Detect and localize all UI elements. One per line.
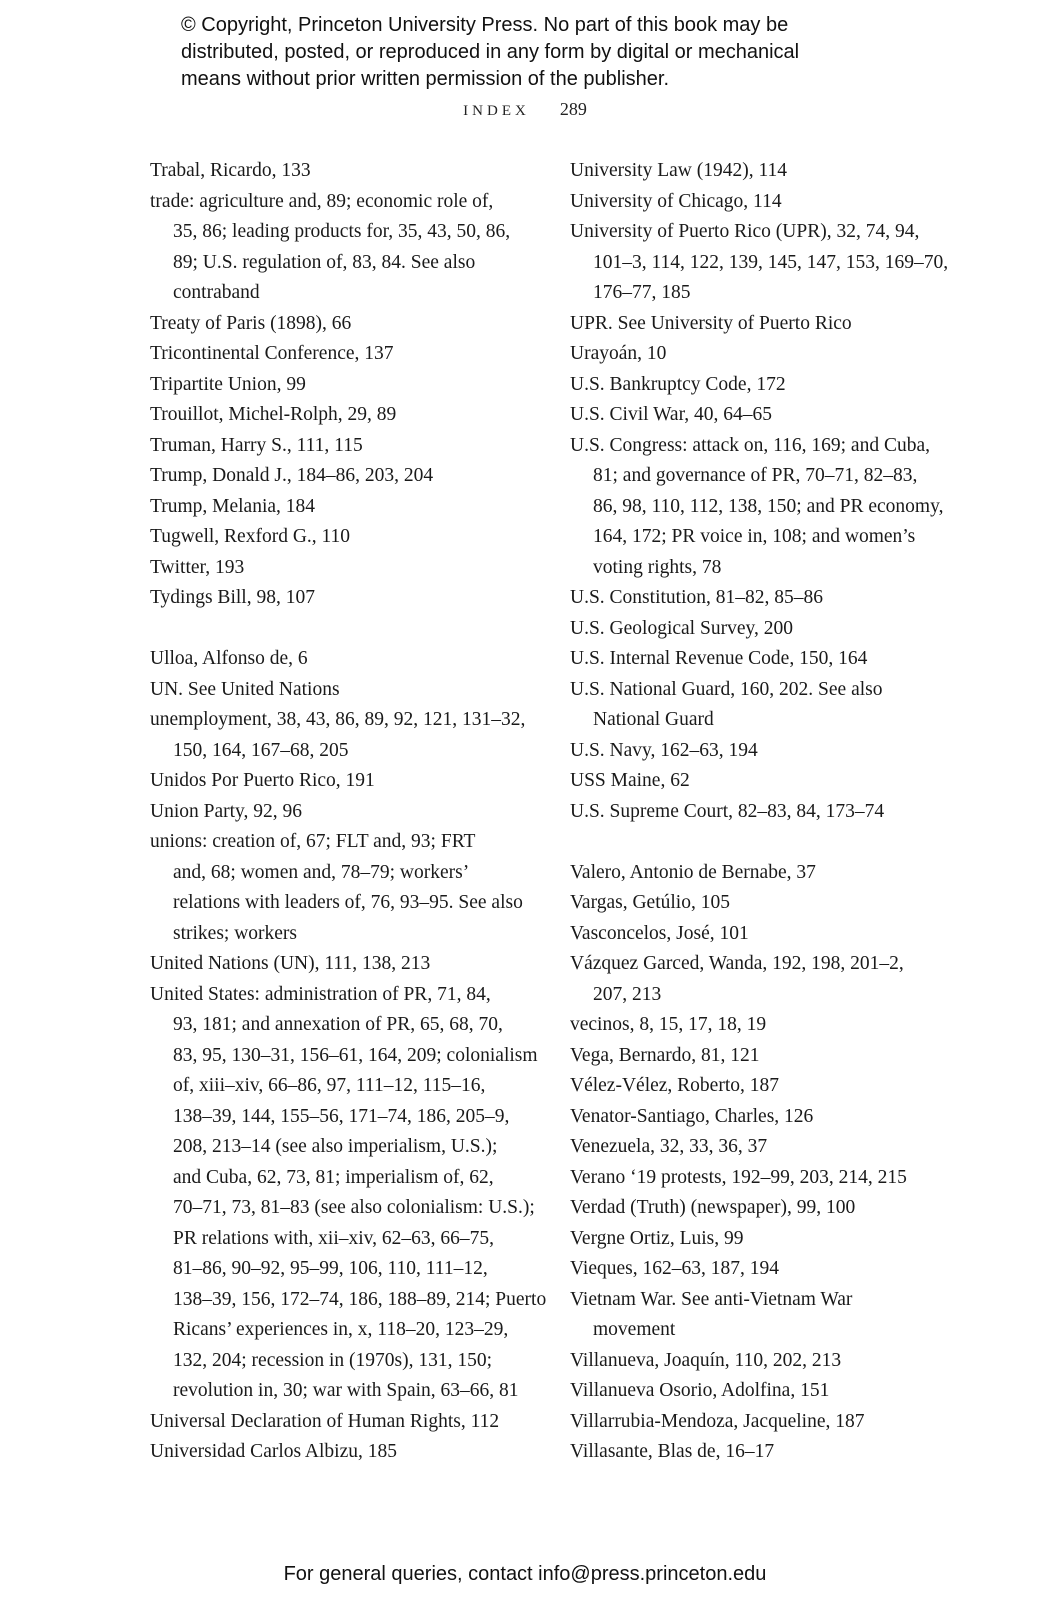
index-entry-continuation: National Guard xyxy=(593,709,714,730)
running-head xyxy=(0,99,1050,120)
index-entry xyxy=(150,461,535,492)
index-entry-line: United Nations (UN), 111, 138, 213 xyxy=(150,953,431,974)
index-entry-line: U.S. National Guard, 160, 202. See also xyxy=(570,678,883,700)
index-entry-line: U.S. Civil War, 40, 64–65 xyxy=(570,404,773,425)
index-entry xyxy=(150,766,535,797)
index-entry-line: Valero, Antonio de Bernabe, 37 xyxy=(570,861,816,883)
index-entry-continuation: 207, 213 xyxy=(593,983,662,1005)
index-entry xyxy=(570,400,965,431)
index-entry-line: United States: administration of PR, 71, 84, xyxy=(150,983,491,1005)
index-entry xyxy=(150,492,535,523)
index-entry-continuation: revolution in, 30; war with Spain, 63–66, 81 xyxy=(173,1380,519,1401)
index-entry-continuation: 150, 164, 167–68, 205 xyxy=(173,739,349,761)
index-entry-line: Venator-Santiago, Charles, 126 xyxy=(570,1105,814,1127)
index-entry xyxy=(150,1437,535,1468)
index-entry-line: Tydings Bill, 98, 107 xyxy=(150,587,315,608)
index-entry xyxy=(570,1010,965,1041)
index-entry-line: U.S. Constitution, 81–82, 85–86 xyxy=(570,587,823,608)
index-entry-line: Unidos Por Puerto Rico, 191 xyxy=(150,770,375,791)
index-entry-continuation: 132, 204; recession in (1970s), 131, 150; xyxy=(173,1349,493,1371)
index-entry-continuation: movement xyxy=(593,1319,676,1340)
page-number: 289 xyxy=(559,99,587,119)
index-entry xyxy=(150,644,535,675)
index-entry xyxy=(570,858,965,889)
index-entry xyxy=(570,1437,965,1468)
index-entry xyxy=(570,919,965,950)
index-entry-line: vecinos, 8, 15, 17, 18, 19 xyxy=(570,1014,767,1035)
index-entry xyxy=(570,949,965,1010)
index-entry-line: Truman, Harry S., 111, 115 xyxy=(150,434,363,456)
index-entry-line: Vélez-Vélez, Roberto, 187 xyxy=(570,1075,779,1096)
index-entry-line: Trump, Donald J., 184–86, 203, 204 xyxy=(150,465,434,486)
index-entry-line: Vasconcelos, José, 101 xyxy=(570,922,749,944)
index-entry xyxy=(570,217,965,309)
index-entry xyxy=(570,1346,965,1377)
index-entry-continuation: voting rights, 78 xyxy=(593,556,722,578)
index-entry-line: Vega, Bernardo, 81, 121 xyxy=(570,1044,760,1066)
index-entry-line: Tripartite Union, 99 xyxy=(150,373,306,395)
index-entry-line: Treaty of Paris (1898), 66 xyxy=(150,312,352,334)
index-entry-continuation: strikes; workers xyxy=(173,922,298,944)
index-entry-line: Union Party, 92, 96 xyxy=(150,800,303,822)
index-entry xyxy=(570,339,965,370)
index-entry-continuation: 89; U.S. regulation of, 83, 84. See also xyxy=(173,251,476,273)
index-entry-line: UPR. See University of Puerto Rico xyxy=(570,312,852,334)
index-entry-line: Universal Declaration of Human Rights, 112 xyxy=(150,1410,500,1432)
index-entry-line: Villarrubia-Mendoza, Jacqueline, 187 xyxy=(570,1410,865,1432)
index-entry xyxy=(570,431,965,584)
index-entry-line: Verdad (Truth) (newspaper), 99, 100 xyxy=(570,1197,856,1218)
copyright-line: distributed, posted, or reproduced in any form by digital or mechanical xyxy=(181,41,800,63)
running-head-label: INDEX xyxy=(463,103,530,119)
index-entry-line: unions: creation of, 67; FLT and, 93; FRT xyxy=(150,831,476,852)
index-entry xyxy=(570,675,965,736)
index-entry-line: unemployment, 38, 43, 86, 89, 92, 121, 131–32, xyxy=(150,709,526,730)
index-entry xyxy=(150,675,535,706)
index-entry-continuation: 101–3, 114, 122, 139, 145, 147, 153, 169–70, xyxy=(593,251,949,273)
index-entry xyxy=(570,1132,965,1163)
index-entry-line: Urayoán, 10 xyxy=(570,343,667,364)
index-entry-continuation: 93, 181; and annexation of PR, 65, 68, 70, xyxy=(173,1014,503,1035)
index-left-column xyxy=(150,156,547,1468)
index-entry xyxy=(570,1254,965,1285)
index-entry xyxy=(150,370,535,401)
index-entry xyxy=(570,370,965,401)
index-entry-line: University of Puerto Rico (UPR), 32, 74, 94, xyxy=(570,221,920,242)
letter-section-gap xyxy=(150,614,535,645)
index-entry-continuation: and Cuba, 62, 73, 81; imperialism of, 62, xyxy=(173,1166,494,1188)
index-entry-continuation: 138–39, 144, 155–56, 171–74, 186, 205–9, xyxy=(173,1105,510,1127)
copyright-line: means without prior written permission of the publisher. xyxy=(181,68,670,90)
index-entry xyxy=(150,980,547,1407)
index-entry-line: U.S. Geological Survey, 200 xyxy=(570,617,793,639)
index-entry xyxy=(570,1224,965,1255)
index-entry-continuation: Ricans’ experiences in, x, 118–20, 123–29, xyxy=(173,1319,509,1340)
index-entry-line: Tugwell, Rexford G., 110 xyxy=(150,526,351,547)
index-entry xyxy=(150,1407,535,1438)
index-entry-line: Vietnam War. See anti-Vietnam War xyxy=(570,1288,853,1310)
index-entry-line: Trabal, Ricardo, 133 xyxy=(150,160,311,181)
index-entry-continuation: relations with leaders of, 76, 93–95. See also xyxy=(173,892,523,913)
index-entry xyxy=(570,583,965,614)
index-entry xyxy=(570,1376,965,1407)
copyright-notice xyxy=(181,12,981,93)
index-entry-line: Venezuela, 32, 33, 36, 37 xyxy=(570,1136,768,1157)
index-entry-continuation: 81–86, 90–92, 95–99, 106, 110, 111–12, xyxy=(173,1258,488,1279)
index-entry-continuation: 164, 172; PR voice in, 108; and women’s xyxy=(593,526,916,547)
index-entry xyxy=(150,187,535,309)
index-entry-line: U.S. Navy, 162–63, 194 xyxy=(570,739,758,761)
letter-section-gap xyxy=(570,827,965,858)
copyright-line: © Copyright, Princeton University Press. No part of this book may be xyxy=(181,14,789,36)
index-entry-continuation: 138–39, 156, 172–74, 186, 188–89, 214; Puerto xyxy=(173,1288,547,1310)
index-entry-line: Verano ‘19 protests, 192–99, 203, 214, 215 xyxy=(570,1166,907,1188)
index-entry xyxy=(570,1285,965,1346)
index-entry xyxy=(150,339,535,370)
index-entry xyxy=(570,1407,965,1438)
index-entry-line: U.S. Internal Revenue Code, 150, 164 xyxy=(570,648,868,669)
index-entry xyxy=(570,1071,965,1102)
index-entry xyxy=(150,827,535,949)
index-entry-line: U.S. Supreme Court, 82–83, 84, 173–74 xyxy=(570,800,885,822)
index-entry-continuation: 86, 98, 110, 112, 138, 150; and PR economy, xyxy=(593,495,944,517)
index-entry xyxy=(570,1163,965,1194)
index-entry xyxy=(570,888,965,919)
index-entry-line: trade: agriculture and, 89; economic role of, xyxy=(150,190,494,212)
index-entry-line: UN. See United Nations xyxy=(150,678,340,700)
index-entry-line: Vieques, 162–63, 187, 194 xyxy=(570,1258,779,1279)
index-entry-continuation: contraband xyxy=(173,282,260,303)
index-entry-continuation: PR relations with, xii–xiv, 62–63, 66–75, xyxy=(173,1227,495,1249)
index-entry-line: Trump, Melania, 184 xyxy=(150,495,316,517)
index-entry-line: Universidad Carlos Albizu, 185 xyxy=(150,1441,397,1462)
index-entry-line: Vergne Ortiz, Luis, 99 xyxy=(570,1227,744,1249)
index-entry xyxy=(150,431,535,462)
index-entry-continuation: 35, 86; leading products for, 35, 43, 50, 86, xyxy=(173,221,511,242)
index-entry-line: Villanueva, Joaquín, 110, 202, 213 xyxy=(570,1349,842,1371)
index-entry xyxy=(570,766,965,797)
index-entry-continuation: 176–77, 185 xyxy=(593,282,691,303)
index-entry-line: U.S. Bankruptcy Code, 172 xyxy=(570,373,786,395)
index-entry-line: Villanueva Osorio, Adolfina, 151 xyxy=(570,1380,830,1401)
index-entry xyxy=(150,797,535,828)
index-entry xyxy=(570,1193,965,1224)
index-entry-continuation: of, xiii–xiv, 66–86, 97, 111–12, 115–16, xyxy=(173,1075,486,1096)
index-entry xyxy=(150,400,535,431)
index-entry-line: U.S. Congress: attack on, 116, 169; and Cuba, xyxy=(570,434,930,456)
index-entry-continuation: 83, 95, 130–31, 156–61, 164, 209; colonialism xyxy=(173,1044,538,1066)
index-entry xyxy=(570,156,965,187)
index-entry-line: Villasante, Blas de, 16–17 xyxy=(570,1441,775,1462)
index-entry xyxy=(570,797,965,828)
index-entry xyxy=(150,553,535,584)
index-entry xyxy=(150,705,535,766)
index-entry-line: Ulloa, Alfonso de, 6 xyxy=(150,648,308,669)
index-entry-line: USS Maine, 62 xyxy=(570,770,690,791)
index-entry xyxy=(570,614,965,645)
index-entry xyxy=(150,522,535,553)
index-entry-line: Twitter, 193 xyxy=(150,556,245,578)
index-entry-line: Vázquez Garced, Wanda, 192, 198, 201–2, xyxy=(570,953,904,974)
index-entry-line: Trouillot, Michel-Rolph, 29, 89 xyxy=(150,404,397,425)
index-entry xyxy=(150,309,535,340)
index-entry xyxy=(570,309,965,340)
index-entry-continuation: 70–71, 73, 81–83 (see also colonialism: U.S.); xyxy=(173,1197,535,1218)
index-entry xyxy=(570,1041,965,1072)
index-entry-continuation: 208, 213–14 (see also imperialism, U.S.); xyxy=(173,1136,498,1157)
index-entry xyxy=(570,1102,965,1133)
index-entry-continuation: 81; and governance of PR, 70–71, 82–83, xyxy=(593,465,918,486)
index-right-column xyxy=(570,156,965,1468)
index-entry xyxy=(570,187,965,218)
index-entry-line: University Law (1942), 114 xyxy=(570,160,787,181)
index-entry-line: Tricontinental Conference, 137 xyxy=(150,343,394,364)
index-entry xyxy=(150,949,535,980)
index-entry xyxy=(150,156,535,187)
footer-contact: For general queries, contact info@press.princeton.edu xyxy=(283,1563,767,1585)
index-entry-line: University of Chicago, 114 xyxy=(570,190,782,212)
index-entry xyxy=(150,583,535,614)
index-entry-line: Vargas, Getúlio, 105 xyxy=(570,892,730,913)
index-entry xyxy=(570,736,965,767)
index-entry-continuation: and, 68; women and, 78–79; workers’ xyxy=(173,861,470,883)
index-entry xyxy=(570,644,965,675)
